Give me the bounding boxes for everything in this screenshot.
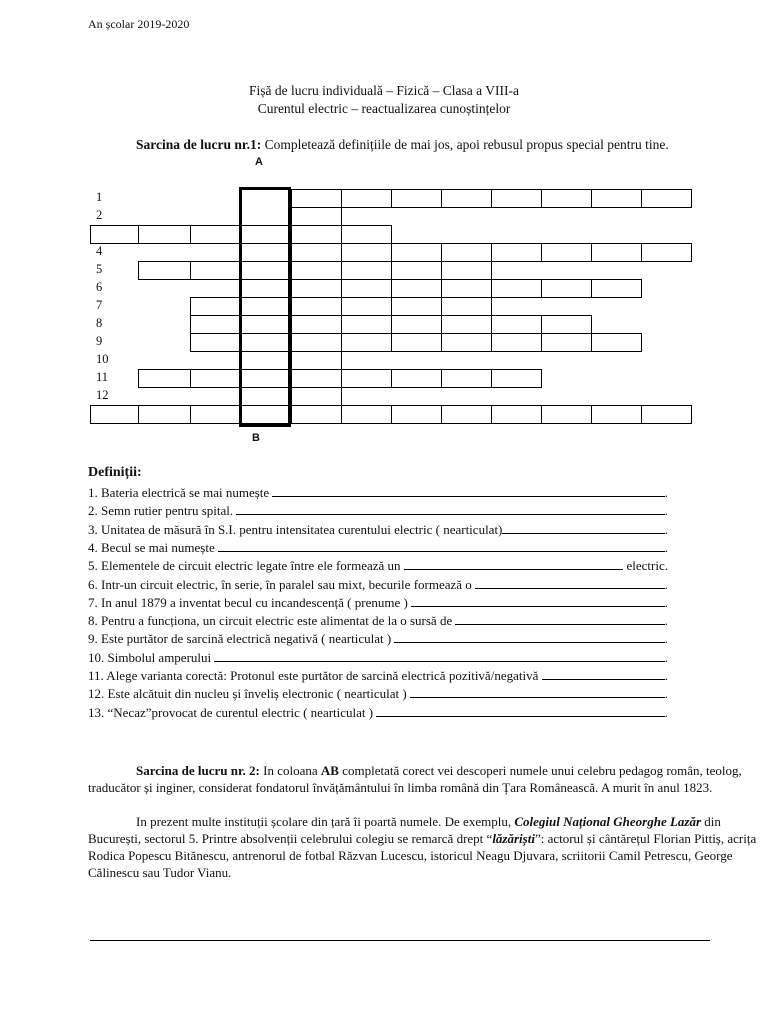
crossword-cell[interactable] [291,261,342,280]
definition-line [88,522,688,538]
task1-instruction [136,137,669,153]
crossword-cell[interactable] [441,333,492,352]
crossword-cell[interactable] [491,333,542,352]
definition-text: 6. Intr-un circuit electric, în serie, în paralel sau mixt, becurile formează o [88,576,476,592]
school-year: An școlar 2019-2020 [88,17,190,31]
task1-text: Completează definițiile de mai jos, apoi rebusul propus special pentru tine. [261,137,669,152]
definition-text: 2. Semn rutier pentru spital. [88,503,237,519]
definition-end: . [664,613,668,629]
crossword-cell[interactable] [491,315,542,334]
crossword-cell[interactable] [138,369,191,388]
answer-blank[interactable] [376,705,664,717]
crossword-cell[interactable] [391,279,442,298]
crossword-cell[interactable] [591,333,642,352]
definition-end: . [664,686,668,702]
crossword-cell[interactable] [391,333,442,352]
answer-blank[interactable] [455,613,664,625]
crossword-cell[interactable] [190,225,241,244]
crossword-cell[interactable] [90,225,139,244]
definition-end: . [664,485,668,500]
crossword-cell[interactable] [341,405,392,424]
answer-line [90,940,710,941]
crossword-cell[interactable] [291,315,342,334]
crossword-cell[interactable] [491,405,542,424]
crossword-cell[interactable] [441,243,492,262]
task2-p2-text-c: ”: actorul și cântărețul Florian Pittiș, acrița Rodica Popescu Bitănescu, antrenorul de fotbal Răzvan Lucescu, istoricul Neagu Djuvara, scriitorii Camil Petrescu, George Călinescu sau Tudor Vianu. [88,831,757,880]
crossword-cell[interactable] [491,279,542,298]
definition-line [88,595,688,611]
definition-text: 10. Simbolul amperului [88,649,215,665]
crossword-cell[interactable] [541,333,592,352]
crossword-cell[interactable] [391,369,442,388]
crossword-cell[interactable] [391,243,442,262]
crossword-cell[interactable] [341,225,392,244]
crossword-cell[interactable] [641,243,692,262]
crossword-cell[interactable] [291,243,342,262]
crossword-cell[interactable] [291,333,342,352]
definition-end: . [664,539,668,555]
crossword-cell[interactable] [441,279,492,298]
definition-text: 11. Alege varianta corectă: Protonul este purtător de sarcină electrică pozitivă/negativă [88,668,542,683]
definition-line [88,503,688,519]
definition-line [88,558,688,574]
crossword-cell[interactable] [491,243,542,262]
crossword-cell[interactable] [291,405,342,424]
crossword-row-number: 6 [96,280,103,294]
crossword-cell[interactable] [441,315,492,334]
crossword-row-number: 8 [96,316,103,330]
crossword-cell[interactable] [190,297,241,316]
college-name: Colegiul Național Gheorghe Lazăr [514,814,702,829]
crossword-cell[interactable] [240,369,292,388]
definition-end: . [664,521,668,537]
crossword-cell[interactable] [240,333,292,352]
crossword-row-number: 11 [96,370,109,384]
crossword-cell[interactable] [240,225,292,244]
crossword-row-number: 7 [96,298,103,312]
crossword-cell[interactable] [391,315,442,334]
definition-text: 8. Pentru a funcționa, un circuit electric este alimentat de la o sursă de [88,613,456,629]
crossword-cell[interactable] [341,279,392,298]
crossword-cell[interactable] [291,297,342,316]
crossword-cell[interactable] [341,369,392,388]
answer-blank[interactable] [236,503,664,515]
column-label-b: B [252,432,260,444]
crossword-cell[interactable] [591,189,642,208]
crossword-cell[interactable] [138,405,191,424]
definition-end: . [664,704,668,720]
task2-label: Sarcina de lucru nr. 2: [136,763,260,778]
crossword-row-number: 4 [96,244,103,258]
worksheet-title: Fișă de lucru individuală – Fizică – Clasa a VIII-a [248,83,520,98]
answer-blank[interactable] [218,540,665,552]
definition-line [88,540,688,556]
definition-text: 4. Becul se mai numește [88,539,218,555]
task1-label: Sarcina de lucru nr.1: [136,137,262,152]
crossword-cell[interactable] [341,315,392,334]
crossword-cell[interactable] [441,261,492,280]
crossword-row-number: 1 [96,190,103,204]
definition-text: 12. Este alcătuit din nucleu și înveliș electronic ( nearticulat ) [88,686,410,702]
crossword-cell[interactable] [240,405,292,424]
crossword-cell[interactable] [291,351,342,370]
task2-p2-text-b: din București, sectorul 5. Printre absolvenții celebrului colegiu se remarcă drept “ [88,814,721,846]
answer-blank[interactable] [272,485,664,497]
definition-line [88,631,688,647]
task2-paragraph-2 [88,813,758,881]
answer-blank[interactable] [404,558,623,570]
crossword-cell[interactable] [441,297,492,316]
definition-end: . [664,649,668,665]
crossword-row-number: 12 [96,388,109,402]
definition-end: . [664,503,668,519]
crossword-row-number: 5 [96,262,103,276]
crossword-cell[interactable] [291,279,342,298]
crossword-cell[interactable] [391,297,442,316]
crossword-cell[interactable] [190,333,241,352]
task2-column: AB [320,763,339,778]
crossword-row-number: 9 [96,334,103,348]
answer-blank[interactable] [542,668,665,680]
definition-text: 1. Bateria electrică se mai numește [88,485,273,500]
crossword-cell[interactable] [138,261,191,280]
crossword-cell[interactable] [441,189,492,208]
definition-line [88,705,688,721]
crossword-cell[interactable] [291,189,342,208]
crossword-cell[interactable] [641,405,692,424]
crossword-cell[interactable] [90,405,139,424]
answer-blank[interactable] [410,686,665,698]
crossword-cell[interactable] [391,261,442,280]
definitions-title: Definiții: [88,465,142,480]
crossword-cell[interactable] [541,405,592,424]
definition-text: 9. Este purtător de sarcină electrică negativă ( nearticulat ) [88,631,395,647]
task2-text-a: In coloana [259,763,321,778]
definition-text: 13. “Necaz”provocat de curentul electric ( nearticulat ) [88,704,377,720]
definition-end: . [664,668,668,683]
crossword-cell[interactable] [240,261,292,280]
task2-paragraph [88,762,758,796]
crossword-cell[interactable] [240,315,292,334]
crossword-cell[interactable] [291,225,342,244]
crossword-cell[interactable] [441,405,492,424]
column-label-a: A [255,156,263,168]
definition-line [88,668,688,684]
answer-blank[interactable] [394,631,664,643]
crossword-cell[interactable] [341,189,392,208]
crossword-cell[interactable] [341,333,392,352]
definition-end: . [664,576,668,592]
crossword-cell[interactable] [190,405,241,424]
definition-text: 7. In anul 1879 a inventat becul cu incandescență ( prenume ) [88,594,412,610]
crossword-cell[interactable] [591,405,642,424]
crossword-row-number: 10 [96,352,109,366]
crossword-cell[interactable] [641,189,692,208]
crossword-cell[interactable] [391,405,442,424]
crossword-cell[interactable] [491,189,542,208]
definition-line [88,485,688,501]
crossword-cell[interactable] [190,315,241,334]
answer-blank[interactable] [214,650,664,662]
definition-end: . [664,631,668,647]
definition-line [88,686,688,702]
definition-line [88,577,688,593]
crossword-cell[interactable] [541,315,592,334]
answer-blank[interactable] [475,577,665,589]
crossword-cell[interactable] [391,189,442,208]
task2-text-b: completată corect vei descoperi numele unui celebru pedagog român, teolog, traducător și inginer, considerat fondatorul învățământului în limba română din Țara Românească. A murit în anul 1823. [88,763,742,795]
definition-text: 3. Unitatea de măsură în S.I. pentru intensitatea curentului electric ( nearticulat) [88,521,503,537]
alumni-nickname: lăzăriști [492,831,535,846]
crossword-cell[interactable] [291,387,342,406]
crossword-cell[interactable] [541,279,592,298]
crossword-cell[interactable] [491,369,542,388]
definition-line [88,613,688,629]
crossword-cell[interactable] [240,297,292,316]
crossword-cell[interactable] [190,261,241,280]
crossword-cell[interactable] [591,243,642,262]
crossword-cell[interactable] [341,297,392,316]
task2-p2-text-a: In prezent multe instituții școlare din țară îi poartă numele. De exemplu, [136,814,515,829]
crossword-cell[interactable] [341,243,392,262]
crossword-cell[interactable] [541,189,592,208]
definition-end: electric. [623,558,668,574]
crossword-row-number: 2 [96,208,103,222]
definition-line [88,650,688,666]
answer-blank[interactable] [502,522,664,534]
definition-text: 5. Elementele de circuit electric legate între ele formează un [88,558,404,574]
crossword-cell[interactable] [291,369,342,388]
crossword-cell[interactable] [190,369,241,388]
crossword-cell[interactable] [591,279,642,298]
crossword-cell[interactable] [441,369,492,388]
answer-blank[interactable] [411,595,665,607]
definition-end: . [664,594,668,610]
worksheet-subtitle: Curentul electric – reactualizarea cunoștințelor [257,101,511,116]
crossword-cell[interactable] [341,261,392,280]
crossword-cell[interactable] [541,243,592,262]
crossword-cell[interactable] [291,207,342,226]
crossword-cell[interactable] [138,225,191,244]
